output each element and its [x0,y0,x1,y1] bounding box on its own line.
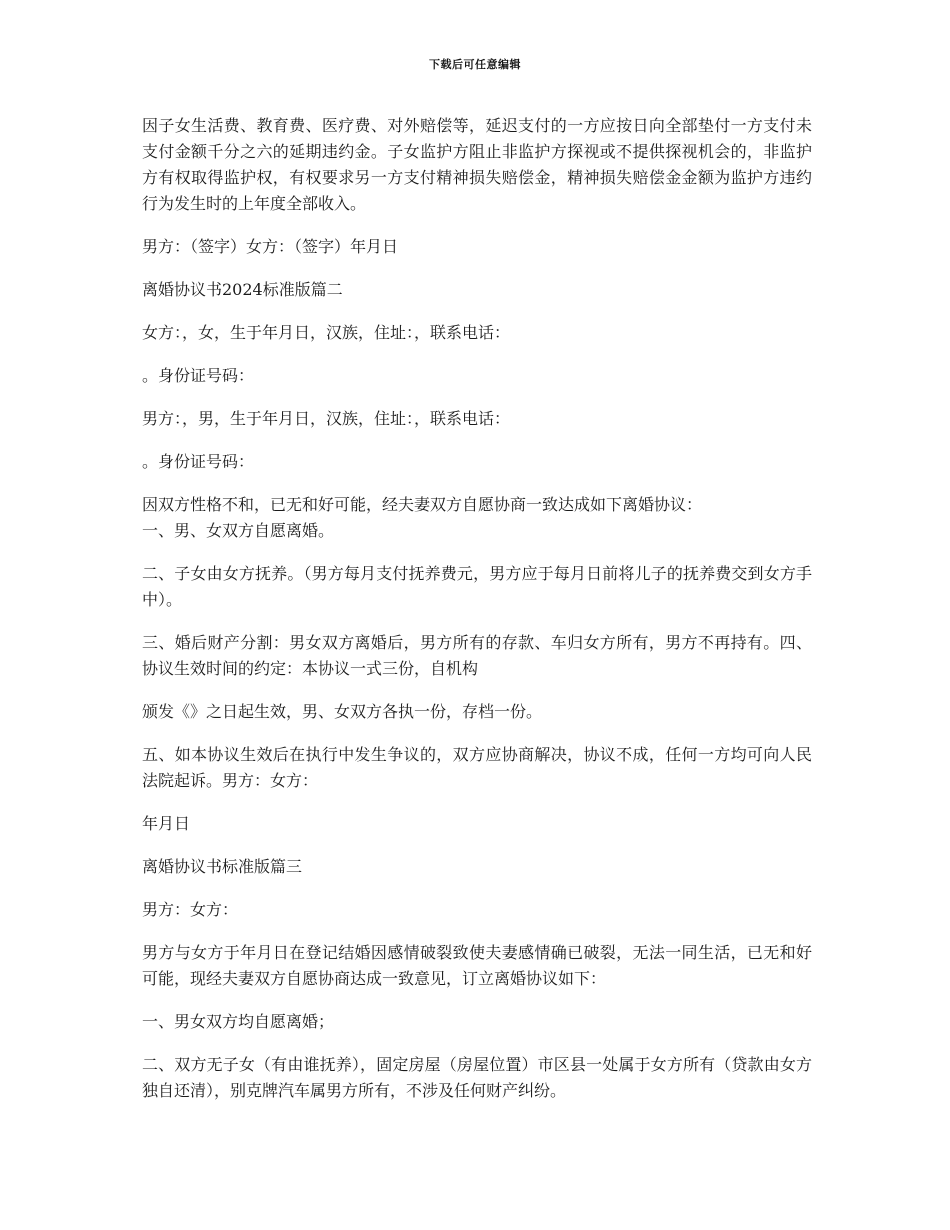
section-heading-3: 离婚协议书标准版篇三 [142,857,303,876]
section-heading-2: 离婚协议书2024标准版篇二 [142,280,343,299]
paragraph-10: 三、婚后财产分割：男女双方离婚后，男方所有的存款、车归女方所有，男方不再持有。四、协议生效时间的约定：本协议一式三份，自机构 [142,633,812,678]
paragraph-16: 一、男女双方均自愿离婚； [142,1012,335,1031]
paragraph-8: 一、男、女双方自愿离婚。 [142,521,335,540]
paragraph-1: 因子女生活费、教育费、医疗费、对外赔偿等，延迟支付的一方应按日向全部垫付一方支付未支付金额千分之六的延期违约金。子女监护方阻止非监护方探视或不提供探视机会的，非监护方有权取得监护权，有权要求另一方支付精神损失赔偿金，精神损失赔偿金金额为监护方违约行为发生时的上年度全部收入。 [142,116,812,213]
paragraph-7: 因双方性格不和，已无和好可能，经夫妻双方自愿协商一致达成如下离婚协议： [142,495,703,514]
paragraph-17: 二、双方无子女（有由谁抚养），固定房屋（房屋位置）市区县一处属于女方所有（贷款由女方独自还清），别克牌汽车属男方所有，不涉及任何财产纠纷。 [142,1055,812,1100]
paragraph-12: 五、如本协议生效后在执行中发生争议的，双方应协商解决，协议不成，任何一方均可向人民法院起诉。男方：女方： [142,745,812,790]
paragraph-13: 年月日 [142,814,191,833]
paragraph-5: 男方：，男，生于年月日，汉族，住址：，联系电话： [142,409,511,428]
paragraph-15: 男方与女方于年月日在登记结婚因感情破裂致使夫妻感情确已破裂，无法一同生活，已无和好可能，现经夫妻双方自愿协商达成一致意见，订立离婚协议如下： [142,943,812,988]
paragraph-6: 。身份证号码： [142,452,255,471]
paragraph-2: 男方：（签字）女方：（签字）年月日 [142,237,399,256]
document-body [142,113,812,1121]
page-header: 下载后可任意编辑 [429,58,521,71]
paragraph-11: 颁发《》之日起生效，男、女双方各执一份，存档一份。 [142,702,543,721]
paragraph-3: 女方：，女，生于年月日，汉族，住址：，联系电话： [142,323,511,342]
paragraph-14: 男方：女方： [142,900,239,919]
paragraph-9: 二、子女由女方抚养。（男方每月支付抚养费元，男方应于每月日前将儿子的抚养费交到女方手中）。 [142,564,812,609]
paragraph-4: 。身份证号码： [142,366,255,385]
